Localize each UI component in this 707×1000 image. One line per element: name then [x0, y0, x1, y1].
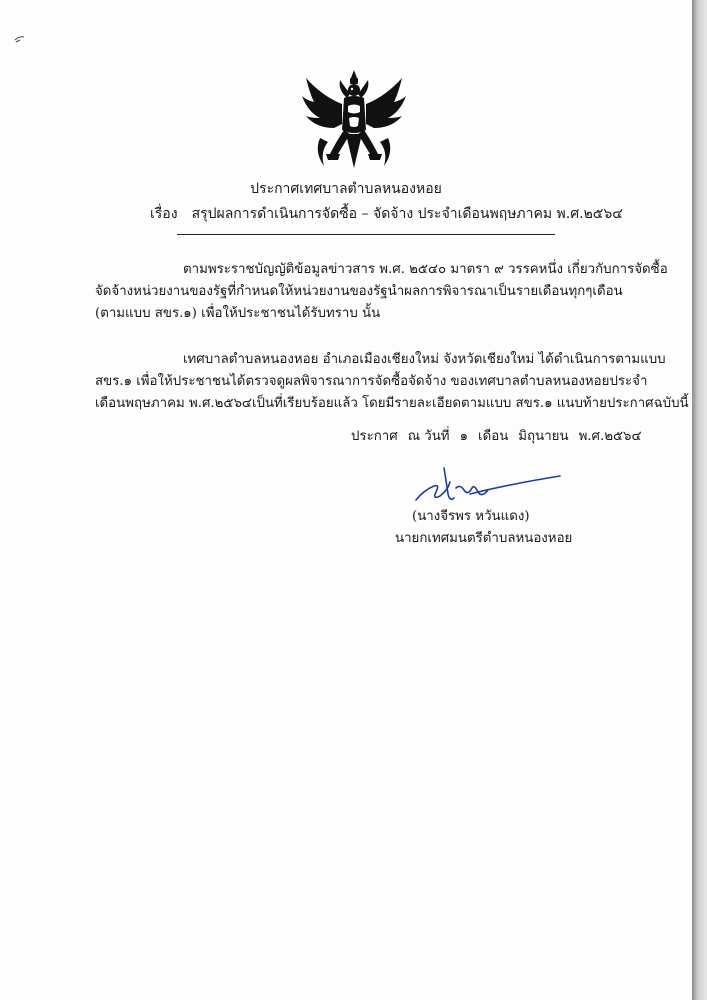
- dateline-year: พ.ศ.๒๕๖๔: [578, 429, 642, 444]
- scan-edge-shadow: [692, 0, 707, 1000]
- dateline: [351, 425, 652, 446]
- dateline-month: มิถุนายน: [518, 429, 569, 444]
- dateline-day: ๑: [459, 429, 469, 444]
- stray-pen-mark: [14, 34, 26, 44]
- paragraph1-line1: ตามพระราชบัญญัติข้อมูลข่าวสาร พ.ศ. ๒๕๔๐ มาตรา ๙ วรรคหนึ่ง เกี่ยวกับการจัดซื้อ: [183, 262, 668, 277]
- subject-text: สรุปผลการดำเนินการจัดซื้อ – จัดจ้าง ประจำเดือนพฤษภาคม พ.ศ.๒๕๖๔: [191, 206, 623, 222]
- garuda-emblem-icon: [300, 68, 408, 176]
- dateline-at-day: ณ วันที่: [407, 429, 450, 444]
- dateline-announce: ประกาศ: [351, 429, 398, 444]
- subject-label: เรื่อง: [150, 206, 178, 222]
- paragraph1-line3: (ตามแบบ สขร.๑) เพื่อให้ประชาชนได้รับทราบ นั้น: [95, 306, 381, 321]
- paragraph2-line2: สขร.๑ เพื่อให้ประชาชนได้ตรวจดูผลพิจารณาการจัดซื้อจัดจ้าง ของเทศบาลตำบลหนองหอยประจำ: [95, 374, 648, 389]
- subject-line: [150, 203, 623, 225]
- signer-position: นายกเทศมนตรีตำบลหนองหอย: [395, 531, 573, 546]
- header-divider: [177, 234, 555, 235]
- document-title: ประกาศเทศบาลตำบลหนองหอย: [250, 181, 442, 197]
- paragraph2-line3: เดือนพฤษภาคม พ.ศ.๒๕๖๔เป็นที่เรียบร้อยแล้ว โดยมีรายละเอียดตามแบบ สขร.๑ แนบท้ายประกาศฉบับนี้: [95, 396, 689, 411]
- paragraph1-line2: จัดจ้างหน่วยงานของรัฐที่กำหนดให้หน่วยงานของรัฐนำผลการพิจารณาเป็นรายเดือนทุกๆเดือน: [95, 284, 623, 299]
- signer-name: (นางจีรพร หวันแดง): [412, 509, 530, 524]
- dateline-month-label: เดือน: [478, 429, 509, 444]
- paragraph2-line1: เทศบาลตำบลหนองหอย อำเภอเมืองเชียงใหม่ จังหวัดเชียงใหม่ ได้ดำเนินการตามแบบ: [183, 352, 666, 367]
